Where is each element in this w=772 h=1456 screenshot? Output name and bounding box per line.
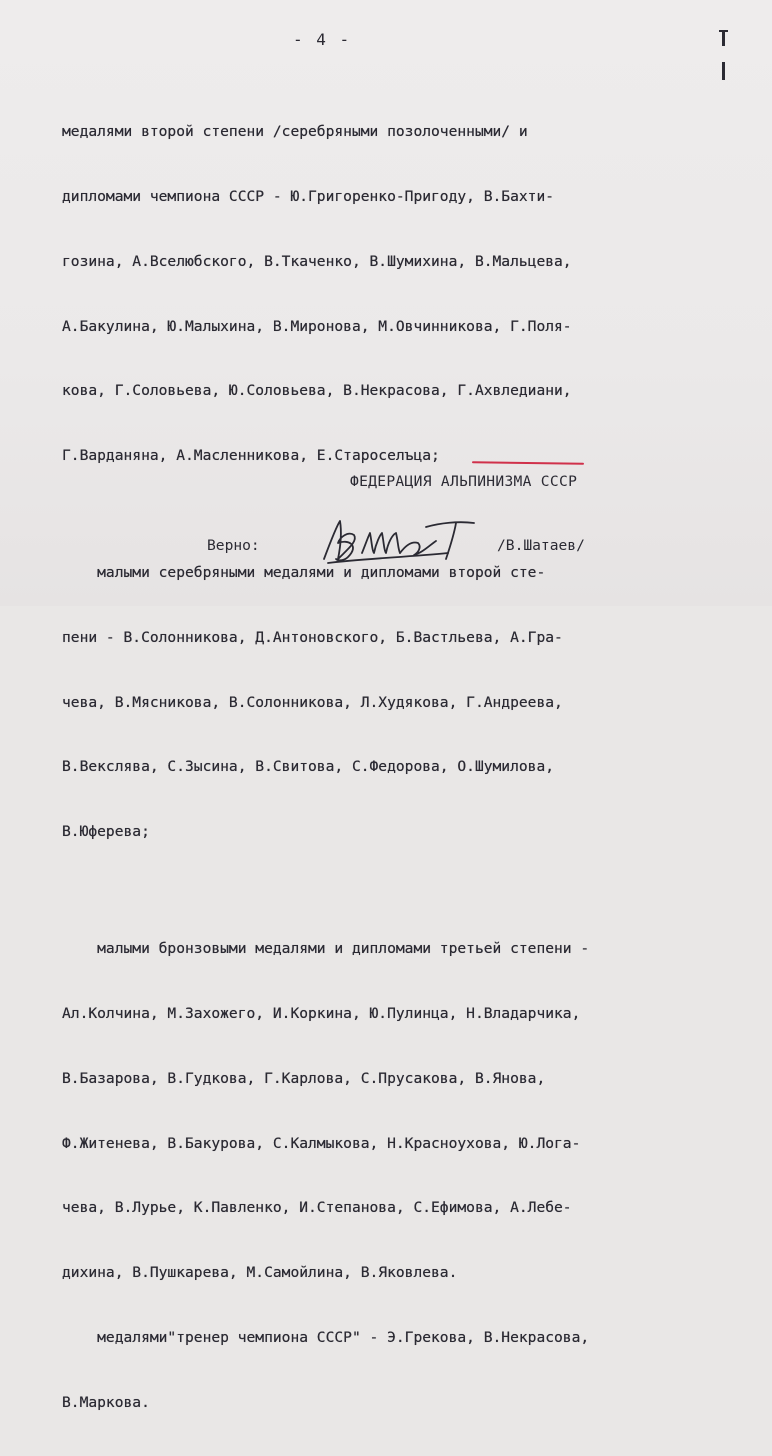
text-line: кова, Г.Соловьева, Ю.Соловьева, В.Некрасова, Г.Ахвледиани, — [62, 382, 572, 400]
text-line: медалями второй степени /серебряными позолоченными/ и — [62, 123, 528, 141]
edge-mark — [722, 30, 725, 46]
text-line: дипломами чемпиона СССР - Ю.Григоренко-Пригоду, В.Бахти- — [62, 187, 555, 205]
text-line: В.Векслява, С.Зысина, В.Свитова, С.Федорова, О.Шумилова, — [62, 758, 555, 776]
award-list-text — [62, 78, 742, 1456]
text-line: чева, В.Лурье, К.Павленко, И.Степанова, С.Ефимова, А.Лебе- — [62, 1199, 572, 1217]
text-line: дихина, В.Пушкарева, М.Самойлина, В.Яковлева. — [62, 1264, 458, 1282]
paragraph-gap — [62, 886, 742, 895]
text-line: В.Базарова, В.Гудкова, Г.Карлова, С.Прусакова, В.Янова, — [62, 1069, 546, 1087]
text-line: Ф.Житенева, В.Бакурова, С.Калмыкова, Н.Красноухова, Ю.Лога- — [62, 1134, 581, 1152]
signer-name: /В.Шатаев/ — [497, 537, 585, 554]
text-line: пени - В.Солонникова, Д.Антоновского, Б.Вастльева, А.Гра- — [62, 628, 563, 646]
certified-label: Верно: — [207, 537, 260, 554]
handwritten-signature — [318, 513, 483, 568]
federation-name: ФЕДЕРАЦИЯ АЛЬПИНИЗМА СССР — [350, 473, 578, 490]
text-line: гозина, А.Вселюбского, В.Ткаченко, В.Шумихина, В.Мальцева, — [62, 252, 572, 270]
text-line: В.Маркова. — [62, 1393, 150, 1411]
text-line: малыми бронзовыми медалями и дипломами третьей степени - — [62, 940, 590, 958]
text-line: чева, В.Мясникова, В.Солонникова, Л.Худякова, Г.Андреева, — [62, 693, 563, 711]
text-line: малыми серебряными медалями и дипломами второй сте- — [62, 564, 546, 582]
text-line: В.Юферева; — [62, 823, 150, 841]
text-line: медалями"тренер чемпиона СССР" - Э.Грекова, В.Некрасова, — [62, 1328, 590, 1346]
text-line: Ал.Колчина, М.Захожего, И.Коркина, Ю.Пулинца, Н.Владарчика, — [62, 1004, 581, 1022]
page-number: - 4 - — [293, 30, 352, 49]
text-line: Г.Варданяна, А.Масленникова, Е.Староселъца; — [62, 447, 440, 465]
text-line: А.Бакулина, Ю.Малыхина, В.Миронова, М.Овчинникова, Г.Поля- — [62, 317, 572, 335]
